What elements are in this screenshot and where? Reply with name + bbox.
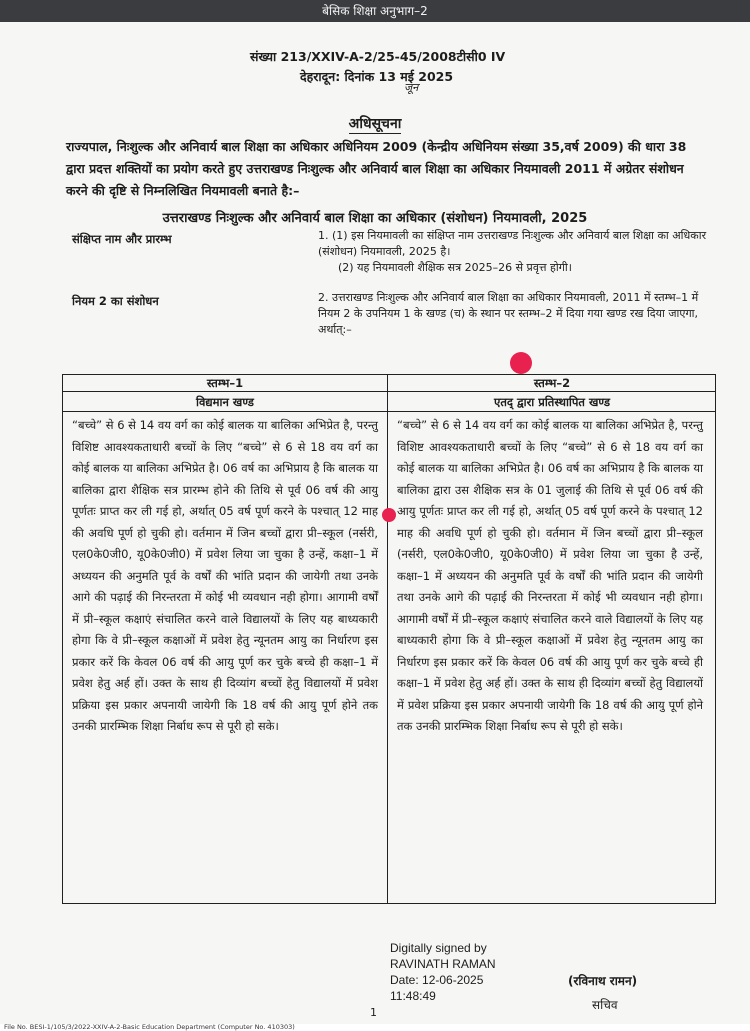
amendment-label: नियम 2 का संशोधन — [72, 294, 159, 308]
table-header-divider — [63, 391, 715, 392]
preamble-text: राज्यपाल, निःशुल्क और अनिवार्य बाल शिक्षा का अधिकार अधिनियम 2009 (केन्द्रीय अधिनियम संख्या 35,वर्ष 2009) की धारा 38 द्वारा प्रदत्त शक्तियों का प्रयोग करते हुए उत्तराखण्ड निःशुल्क और अनिवार्य बाल शिक्षा का अधिकार नियमावली 2011 में अग्रेतर संशोधन करने की दृष्टि से निम्नलिखित नियमावली बनाते है:– — [66, 139, 687, 198]
notification-title: अधिसूचना — [348, 116, 402, 132]
rules-title: उत्तराखण्ड निःशुल्क और अनिवार्य बाल शिक्षा का अधिकार (संशोधन) नियमावली, 2025 — [162, 211, 588, 226]
amendment-table — [62, 374, 716, 904]
column-1-existing-clause: “बच्चे” से 6 से 14 वय वर्ग का कोई बालक या बालिका अभिप्रेत है, परन्तु विशिष्ट आवश्यकताधारी बच्चों के लिए “बच्चे” से 6 से 18 वय वर्ग का कोई बालक या बालिका अभिप्रेत है। 06 वर्ष का अभिप्राय है कि बालक या बालिका द्वारा शैक्षिक सत्र प्रारम्भ होने की तिथि से पूर्व 06 वर्ष की आयु पूर्णतः प्राप्त कर ली गई हो, अर्थात् 05 वर्ष पूर्ण करने के पश्चात् 12 माह की अवधि पूर्ण हो चुकी हो। वर्तमान में जिन बच्चों द्वारा प्री–स्कूल (नर्सरी, एल0के0जी0, यू0के0जी0) में प्रवेश लिया जा चुका है उन्हें, कक्षा–1 में अध्ययन की अनुमति पूर्व के वर्षों की भांति प्रदान की जायेगी तथा उनके आगे की पढ़ाई की निरन्तरता में कोई भी व्यवधान नही होगा। आगामी वर्षों में प्री–स्कूल कक्षाएं संचालित करने वाले विद्यालयों के लिए यह बाध्यकारी होगा कि वे प्री–स्कूल कक्षाओं में प्रवेश हेतु न्यूनतम आयु का निर्धारण इस प्रकार करें कि केवल 06 वर्ष की आयु पूर्ण कर चुके बच्चे ही कक्षा–1 में प्रवेश हेतु अर्ह हों। उक्त के साथ ही दिव्यांग बच्चों हेतु विद्यालयों में प्रवेश प्रक्रिया इस प्रकार अपनायी जायेगी कि 18 वर्ष की आयु पूर्ण होने तक उनकी प्रारम्भिक शिक्षा निर्बाध रूप से पूरी हो सके। — [72, 418, 378, 733]
file-footer: File No. BESI-1/105/3/2022-XXIV-A-2-Basic Education Department (Computer No. 410303) — [4, 1023, 295, 1031]
clause-1 — [318, 228, 718, 276]
table-header-bottom-border — [63, 411, 715, 412]
page-number: 1 — [370, 1006, 377, 1019]
column-2-substituted-clause: “बच्चे” से 6 से 14 वय वर्ग का कोई बालक या बालिका अभिप्रेत है, परन्तु विशिष्ट आवश्यकताधारी बच्चों के लिए “बच्चे” से 6 से 18 वय वर्ग का कोई बालक या बालिका अभिप्रेत है। 06 वर्ष का अभिप्राय है कि बालक या बालिका द्वारा उस शैक्षिक सत्र के 01 जुलाई की तिथि से पूर्व 06 वर्ष की आयु पूर्णतः प्राप्त कर ली गई हो, अर्थात् 05 वर्ष पूर्ण करने के पश्चात् 12 माह की अवधि पूर्ण हो चुकी हो। वर्तमान में जिन बच्चों द्वारा प्री–स्कूल (नर्सरी, एल0के0जी0, यू0के0जी0) में प्रवेश लिया जा चुका है उन्हें, कक्षा–1 में अध्ययन की अनुमति पूर्व के वर्षों की भांति प्रदान की जायेगी तथा उनके आगे की पढ़ाई की निरन्तरता में कोई भी व्यवधान नही होगा। आगामी वर्षों में प्री–स्कूल कक्षाएं संचालित करने वाले विद्यालयों के लिए यह बाध्यकारी होगा कि वे प्री–स्कूल कक्षाओं में प्रवेश हेतु न्यूनतम आयु का निर्धारण इस प्रकार करें कि केवल 06 वर्ष की आयु पूर्ण कर चुके बच्चे ही कक्षा–1 में प्रवेश हेतु अर्ह हों। उक्त के साथ ही दिव्यांग बच्चों हेतु विद्यालयों में प्रवेश प्रक्रिया इस प्रकार अपनायी जायेगी कि 18 वर्ष की आयु पूर्ण होने तक उनकी प्रारम्भिक शिक्षा निर्बाध रूप से पूरी हो सके। — [397, 418, 703, 733]
document-page — [0, 22, 750, 1031]
signatory-name-hindi: (रविनाथ रामन) — [568, 974, 638, 988]
signatory-designation: सचिव — [592, 998, 618, 1012]
column-1-title: स्तम्भ–1 — [206, 376, 244, 390]
short-title-label: संक्षिप्त नाम और प्रारम्भ — [72, 232, 172, 246]
highlight-marker — [510, 352, 532, 374]
signature-time: 11:48:49 — [390, 989, 436, 1003]
column-1-subtitle: विद्यमान खण्ड — [196, 395, 254, 409]
handwritten-month-correction: जून — [404, 81, 419, 94]
clause-1-sub-1: 1. (1) इस नियमावली का संक्षिप्त नाम उत्तराखण्ड निःशुल्क और अनिवार्य बाल शिक्षा का अधिकार (संशोधन) नियमावली, 2025 है। — [318, 229, 707, 258]
table-column-divider — [387, 375, 388, 903]
clause-1-sub-2: (2) यह नियमावली शैक्षिक सत्र 2025–26 से प्रवृत्त होगी। — [338, 261, 572, 274]
signature-line: Digitally signed by — [390, 941, 487, 955]
reference-number: संख्या 213/XXIV-A-2/25-45/2008टीसी0 IV — [250, 49, 506, 64]
department-header-bar — [0, 0, 750, 22]
digital-signature-block — [390, 940, 496, 1004]
signature-date: Date: 12-06-2025 — [390, 973, 484, 987]
highlight-marker — [382, 508, 396, 522]
signer-name: RAVINATH RAMAN — [390, 957, 496, 971]
column-2-subtitle: एतद् द्वारा प्रतिस्थापित खण्ड — [493, 395, 611, 409]
clause-2: 2. उत्तराखण्ड निःशुल्क और अनिवार्य बाल शिक्षा का अधिकार नियमावली, 2011 में स्तम्भ–1 में नियम 2 के उपनियम 1 के खण्ड (च) के स्थान पर स्तम्भ–2 में दिया गया खण्ड रख दिया जाएगा, अर्थात्:– — [318, 291, 699, 336]
date-line: देहरादून: दिनांक 13 मई 2025 — [300, 69, 454, 84]
department-name: बेसिक शिक्षा अनुभाग–2 — [322, 4, 428, 18]
column-2-title: स्तम्भ–2 — [533, 376, 571, 390]
